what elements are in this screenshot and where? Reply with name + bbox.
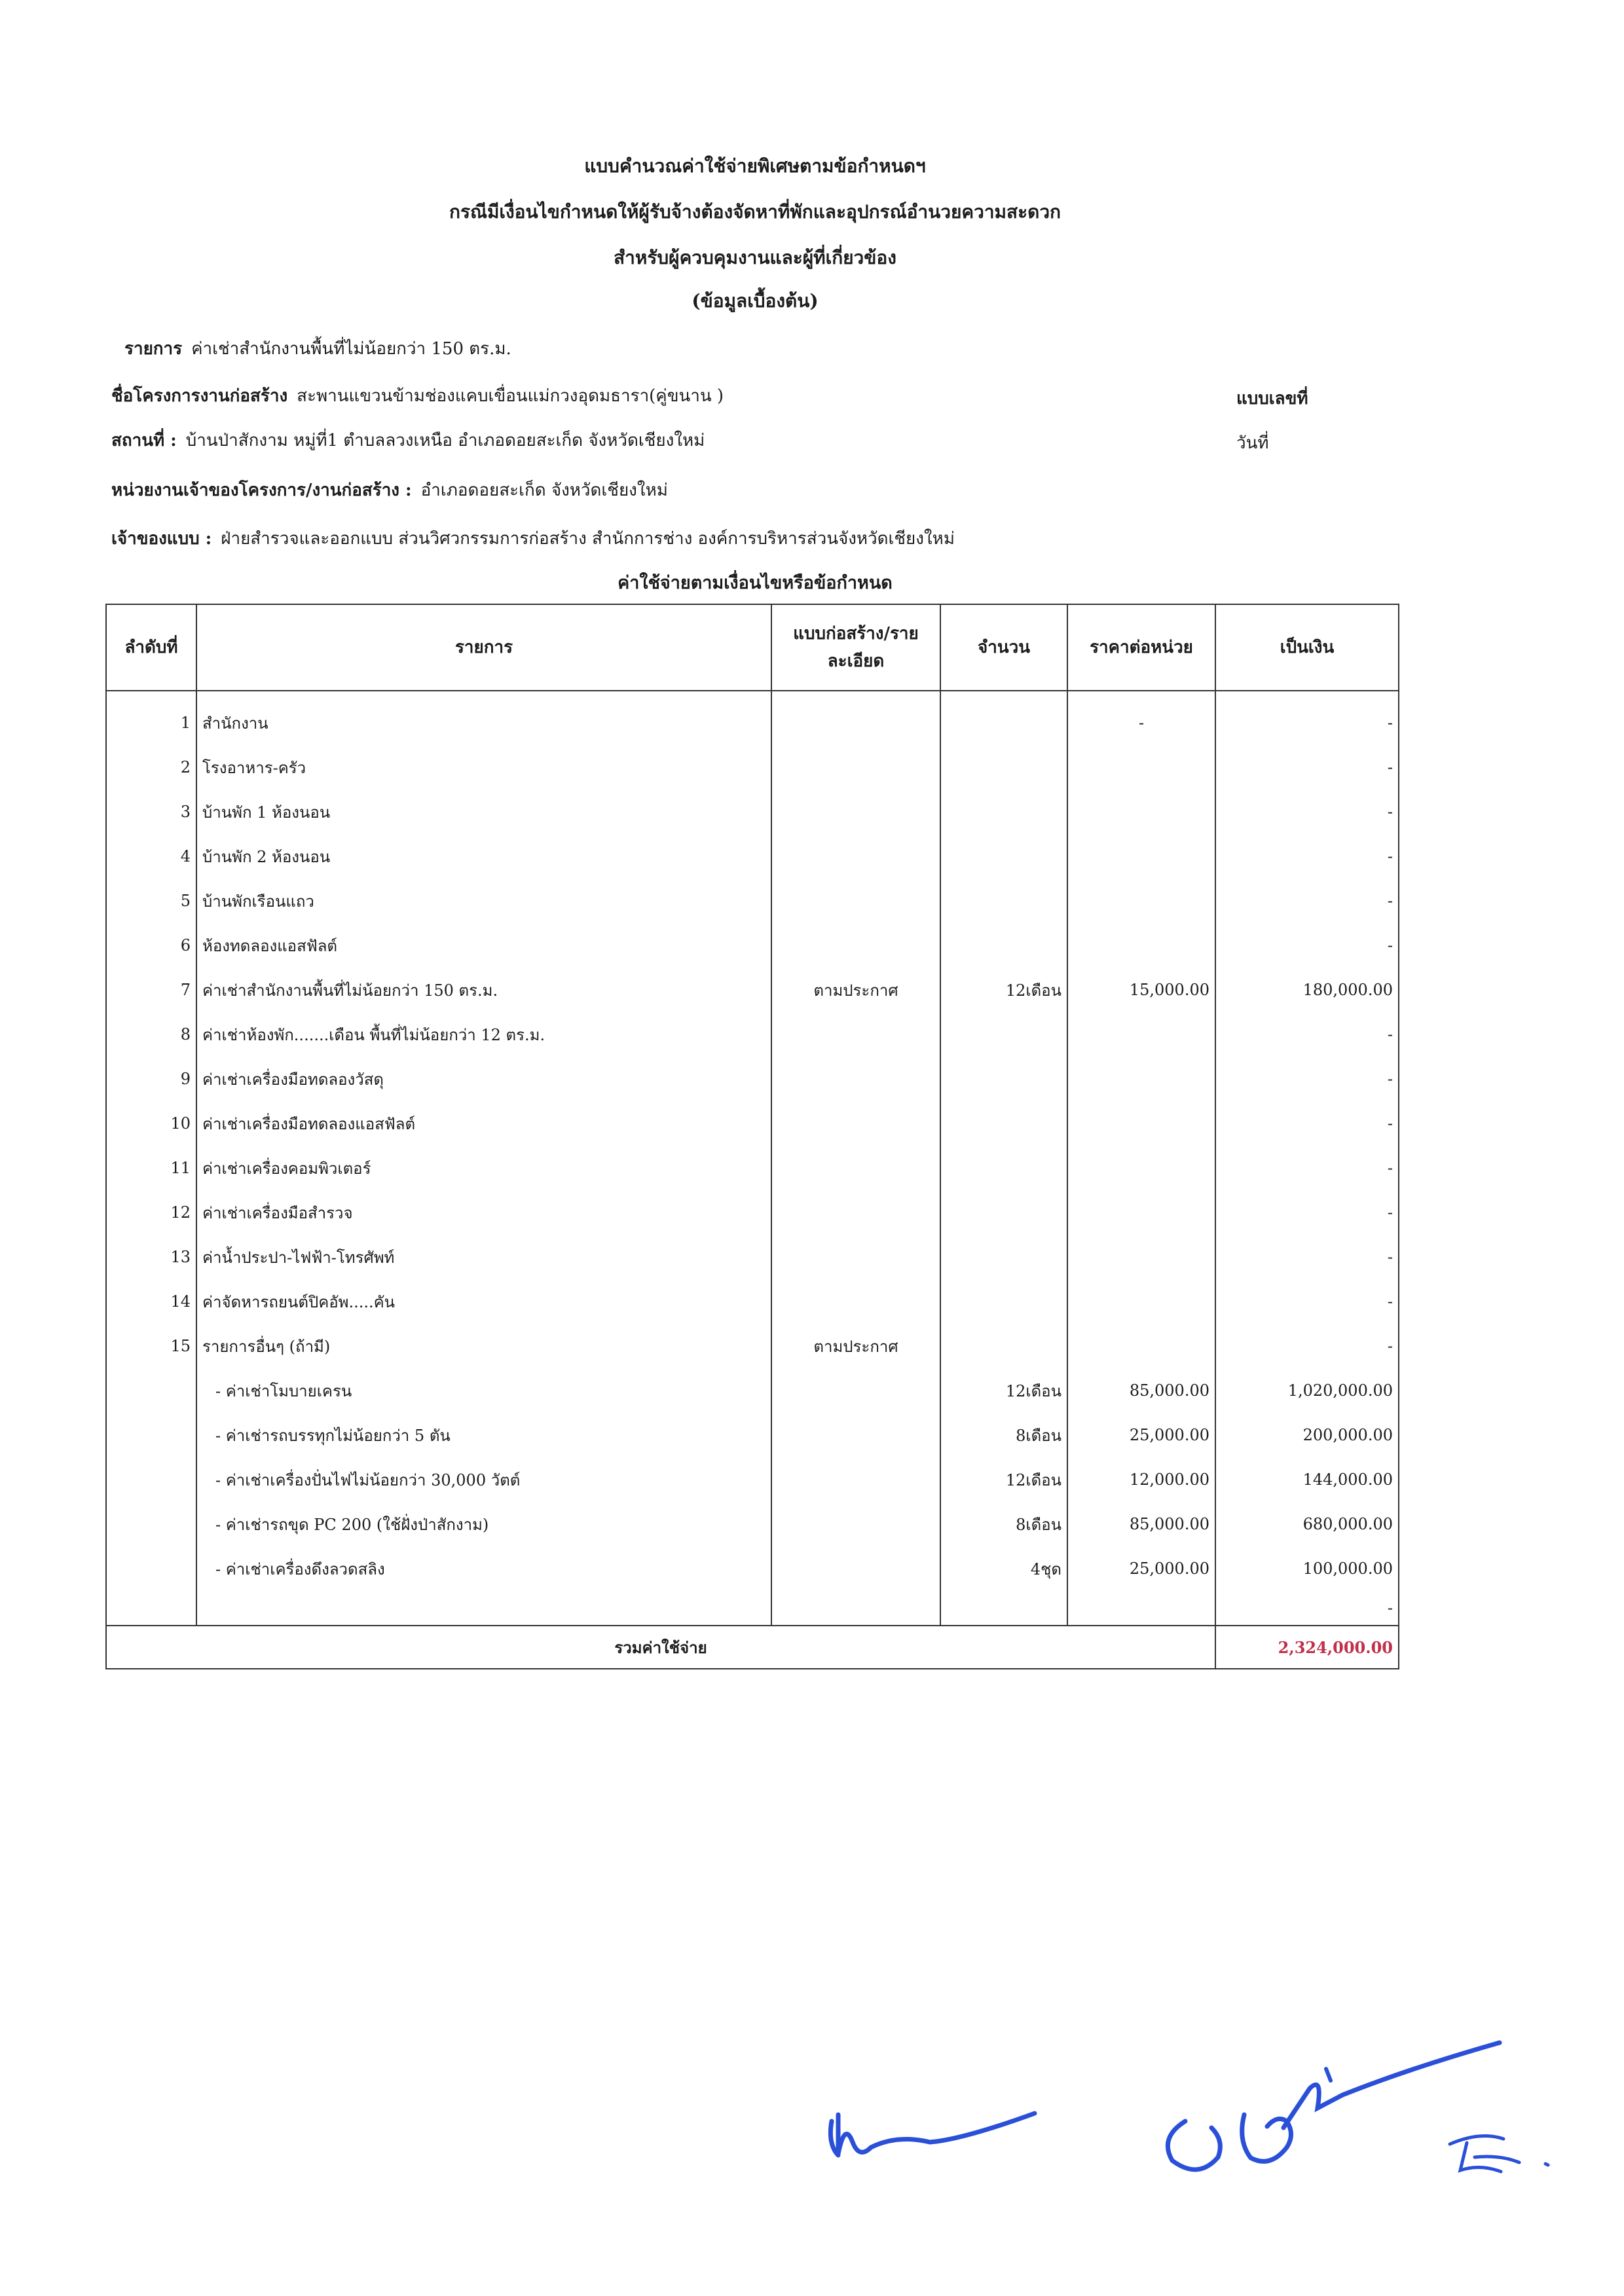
row-amount: - — [1215, 1235, 1399, 1279]
table-row — [106, 1502, 1399, 1546]
row-item: ค่าเช่าเครื่องมือทดลองวัสดุ — [196, 1057, 771, 1101]
row-qty — [940, 834, 1067, 879]
table-row — [106, 1324, 1399, 1368]
row-no: 11 — [106, 1146, 196, 1190]
row-qty: 8เดือน — [940, 1502, 1067, 1546]
signature-left — [819, 2082, 1054, 2167]
row-item: บ้านพัก 2 ห้องนอน — [196, 834, 771, 879]
row-std — [771, 790, 940, 834]
row-item: ห้องทดลองแอสฟัลต์ — [196, 923, 771, 968]
row-std — [771, 923, 940, 968]
row-qty — [940, 1101, 1067, 1146]
row-no — [106, 1591, 196, 1626]
row-std — [771, 1012, 940, 1057]
row-item: - ค่าเช่าโมบายเครน — [196, 1368, 771, 1413]
doc-title: แบบคำนวณค่าใช้จ่ายพิเศษตามข้อกำหนดฯ — [584, 155, 926, 177]
row-item: - ค่าเช่าเครื่องปั่นไฟไม่น้อยกว่า 30,000 วัตต์ — [196, 1457, 771, 1502]
row-amount: 180,000.00 — [1215, 968, 1399, 1012]
table-row — [106, 745, 1399, 790]
row-qty — [940, 1324, 1067, 1368]
table-row — [106, 1146, 1399, 1190]
project-value: สะพานแขวนข้ามช่องแคบเขื่อนแม่กวงอุดมธารา(คู่ขนาน ) — [297, 386, 724, 406]
row-std — [771, 1591, 940, 1626]
row-qty — [940, 1235, 1067, 1279]
table-row — [106, 691, 1399, 745]
doc-subtitle-2: สำหรับผู้ควบคุมงานและผู้ที่เกี่ยวข้อง — [614, 247, 896, 268]
row-std — [771, 834, 940, 879]
row-qty: 12เดือน — [940, 1457, 1067, 1502]
table-body — [106, 691, 1399, 1669]
row-qty — [940, 1012, 1067, 1057]
row-amount: 680,000.00 — [1215, 1502, 1399, 1546]
table-row — [106, 1413, 1399, 1457]
table-header-row — [106, 604, 1399, 691]
row-price: 85,000.00 — [1067, 1368, 1215, 1413]
header-no: ลำดับที่ — [106, 604, 196, 691]
row-qty — [940, 1279, 1067, 1324]
row-price — [1067, 745, 1215, 790]
cost-table — [105, 604, 1399, 1669]
item-label: รายการ — [124, 339, 183, 359]
row-qty — [940, 923, 1067, 968]
row-item — [196, 1591, 771, 1626]
row-item: บ้านพัก 1 ห้องนอน — [196, 790, 771, 834]
row-amount: 200,000.00 — [1215, 1413, 1399, 1457]
row-amount: - — [1215, 1190, 1399, 1235]
row-amount: 100,000.00 — [1215, 1546, 1399, 1591]
form-no-label: แบบเลขที่ — [1236, 389, 1308, 409]
row-item: ค่าเช่าห้องพัก.......เดือน พื้นที่ไม่น้อยกว่า 12 ตร.ม. — [196, 1012, 771, 1057]
location-label: สถานที่ : — [111, 431, 177, 450]
table-row — [106, 1591, 1399, 1626]
row-no: 7 — [106, 968, 196, 1012]
header-item: รายการ — [196, 604, 771, 691]
row-std — [771, 1101, 940, 1146]
total-label: รวมค่าใช้จ่าย — [106, 1626, 1215, 1669]
row-no: 6 — [106, 923, 196, 968]
row-qty: 12เดือน — [940, 1368, 1067, 1413]
row-no — [106, 1546, 196, 1591]
row-price: 12,000.00 — [1067, 1457, 1215, 1502]
row-qty: 12เดือน — [940, 968, 1067, 1012]
row-no: 3 — [106, 790, 196, 834]
row-no: 10 — [106, 1101, 196, 1146]
row-no: 4 — [106, 834, 196, 879]
row-amount: 1,020,000.00 — [1215, 1368, 1399, 1413]
row-no — [106, 1413, 196, 1457]
row-std — [771, 1190, 940, 1235]
header-price: ราคาต่อหน่วย — [1067, 604, 1215, 691]
row-std — [771, 1235, 940, 1279]
row-item: ค่าเช่าเครื่องมือทดลองแอสฟัลต์ — [196, 1101, 771, 1146]
row-price — [1067, 1279, 1215, 1324]
header-std: แบบก่อสร้าง/รายละเอียด — [771, 604, 940, 691]
row-qty: 8เดือน — [940, 1413, 1067, 1457]
row-price: - — [1067, 691, 1215, 745]
row-no: 12 — [106, 1190, 196, 1235]
item-value: ค่าเช่าสำนักงานพื้นที่ไม่น้อยกว่า 150 ตร.ม. — [191, 339, 511, 359]
row-std — [771, 1279, 940, 1324]
total-row — [106, 1626, 1399, 1669]
table-row — [106, 1235, 1399, 1279]
row-qty — [940, 1057, 1067, 1101]
owner-value: อำเภอดอยสะเก็ด จังหวัดเชียงใหม่ — [420, 481, 668, 500]
row-std: ตามประกาศ — [771, 1324, 940, 1368]
row-amount: - — [1215, 923, 1399, 968]
item-line — [124, 335, 511, 362]
row-no: 1 — [106, 691, 196, 745]
row-item: ค่าเช่าเครื่องมือสำรวจ — [196, 1190, 771, 1235]
row-std — [771, 1502, 940, 1546]
table-row — [106, 1101, 1399, 1146]
row-price — [1067, 1190, 1215, 1235]
row-item: - ค่าเช่าเครื่องดึงลวดสลิง — [196, 1546, 771, 1591]
row-std — [771, 1146, 940, 1190]
row-std: ตามประกาศ — [771, 968, 940, 1012]
row-price — [1067, 790, 1215, 834]
table-row — [106, 834, 1399, 879]
row-price — [1067, 923, 1215, 968]
designer-value: ฝ่ายสำรวจและออกแบบ ส่วนวิศวกรรมการก่อสร้าง สำนักการช่าง องค์การบริหารส่วนจังหวัดเชียงใหม่ — [221, 529, 955, 549]
row-qty — [940, 879, 1067, 923]
table-row — [106, 1546, 1399, 1591]
row-qty: 4ชุด — [940, 1546, 1067, 1591]
table-row — [106, 1190, 1399, 1235]
row-price — [1067, 1101, 1215, 1146]
location-value: บ้านป่าสักงาม หมู่ที่1 ตำบลลวงเหนือ อำเภอดอยสะเก็ด จังหวัดเชียงใหม่ — [185, 431, 705, 450]
table-row — [106, 1279, 1399, 1324]
row-qty — [940, 691, 1067, 745]
row-no: 2 — [106, 745, 196, 790]
location-line — [111, 427, 705, 454]
row-no: 9 — [106, 1057, 196, 1101]
header-amount: เป็นเงิน — [1215, 604, 1399, 691]
row-std — [771, 1368, 940, 1413]
table-row — [106, 1368, 1399, 1413]
row-qty — [940, 1190, 1067, 1235]
project-line — [111, 382, 724, 409]
designer-line — [111, 525, 955, 552]
row-no — [106, 1457, 196, 1502]
row-item: - ค่าเช่ารถขุด PC 200 (ใช้ฝั่งป่าสักงาม) — [196, 1502, 771, 1546]
table-row — [106, 968, 1399, 1012]
row-price: 25,000.00 — [1067, 1546, 1215, 1591]
row-item: ค่าเช่าสำนักงานพื้นที่ไม่น้อยกว่า 150 ตร.ม. — [196, 968, 771, 1012]
row-amount: 144,000.00 — [1215, 1457, 1399, 1502]
row-no: 13 — [106, 1235, 196, 1279]
row-amount: - — [1215, 834, 1399, 879]
row-no — [106, 1368, 196, 1413]
row-std — [771, 1546, 940, 1591]
row-item: ค่าเช่าเครื่องคอมพิวเตอร์ — [196, 1146, 771, 1190]
row-amount: - — [1215, 1012, 1399, 1057]
row-price: 25,000.00 — [1067, 1413, 1215, 1457]
row-std — [771, 1457, 940, 1502]
row-price — [1067, 1235, 1215, 1279]
owner-line — [111, 477, 668, 503]
initials-mark — [1441, 2124, 1559, 2183]
table-row — [106, 879, 1399, 923]
doc-subtitle-3: (ข้อมูลเบื้องต้น) — [692, 290, 819, 312]
row-item: ค่าจัดหารถยนต์ปิคอัพ.....คัน — [196, 1279, 771, 1324]
table-row — [106, 1012, 1399, 1057]
row-amount: - — [1215, 745, 1399, 790]
total-amount: 2,324,000.00 — [1215, 1626, 1399, 1669]
row-amount: - — [1215, 1101, 1399, 1146]
row-amount: - — [1215, 790, 1399, 834]
row-price: 85,000.00 — [1067, 1502, 1215, 1546]
row-price — [1067, 1146, 1215, 1190]
row-amount: - — [1215, 1324, 1399, 1368]
row-price — [1067, 1591, 1215, 1626]
header-qty: จำนวน — [940, 604, 1067, 691]
owner-label: หน่วยงานเจ้าของโครงการ/งานก่อสร้าง : — [111, 481, 412, 500]
row-no: 8 — [106, 1012, 196, 1057]
row-qty — [940, 790, 1067, 834]
designer-label: เจ้าของแบบ : — [111, 529, 212, 549]
row-item: รายการอื่นๆ (ถ้ามี) — [196, 1324, 771, 1368]
row-no — [106, 1502, 196, 1546]
row-std — [771, 879, 940, 923]
row-item: โรงอาหาร-ครัว — [196, 745, 771, 790]
row-item: ค่าน้ำประปา-ไฟฟ้า-โทรศัพท์ — [196, 1235, 771, 1279]
table-row — [106, 790, 1399, 834]
table-row — [106, 1057, 1399, 1101]
row-no: 5 — [106, 879, 196, 923]
row-std — [771, 691, 940, 745]
row-qty — [940, 745, 1067, 790]
row-price — [1067, 1324, 1215, 1368]
project-label: ชื่อโครงการงานก่อสร้าง — [111, 386, 288, 406]
row-amount: - — [1215, 691, 1399, 745]
row-amount: - — [1215, 879, 1399, 923]
row-qty — [940, 1591, 1067, 1626]
row-std — [771, 1413, 940, 1457]
row-qty — [940, 1146, 1067, 1190]
row-price — [1067, 1057, 1215, 1101]
table-caption: ค่าใช้จ่ายตามเงื่อนไขหรือข้อกำหนด — [618, 573, 893, 593]
doc-subtitle: กรณีมีเงื่อนไขกำหนดให้ผู้รับจ้างต้องจัดหาที่พักและอุปกรณ์อำนวยความสะดวก — [449, 201, 1061, 223]
row-item: บ้านพักเรือนแถว — [196, 879, 771, 923]
row-std — [771, 745, 940, 790]
row-amount: - — [1215, 1279, 1399, 1324]
row-item: - ค่าเช่ารถบรรทุกไม่น้อยกว่า 5 ตัน — [196, 1413, 771, 1457]
row-amount: - — [1215, 1591, 1399, 1626]
row-price: 15,000.00 — [1067, 968, 1215, 1012]
table-row — [106, 1457, 1399, 1502]
row-std — [771, 1057, 940, 1101]
row-item: สำนักงาน — [196, 691, 771, 745]
date-label: วันที่ — [1236, 433, 1269, 453]
table-row — [106, 923, 1399, 968]
row-price — [1067, 834, 1215, 879]
row-no: 15 — [106, 1324, 196, 1368]
row-amount: - — [1215, 1057, 1399, 1101]
row-amount: - — [1215, 1146, 1399, 1190]
row-no: 14 — [106, 1279, 196, 1324]
row-price — [1067, 879, 1215, 923]
row-price — [1067, 1012, 1215, 1057]
